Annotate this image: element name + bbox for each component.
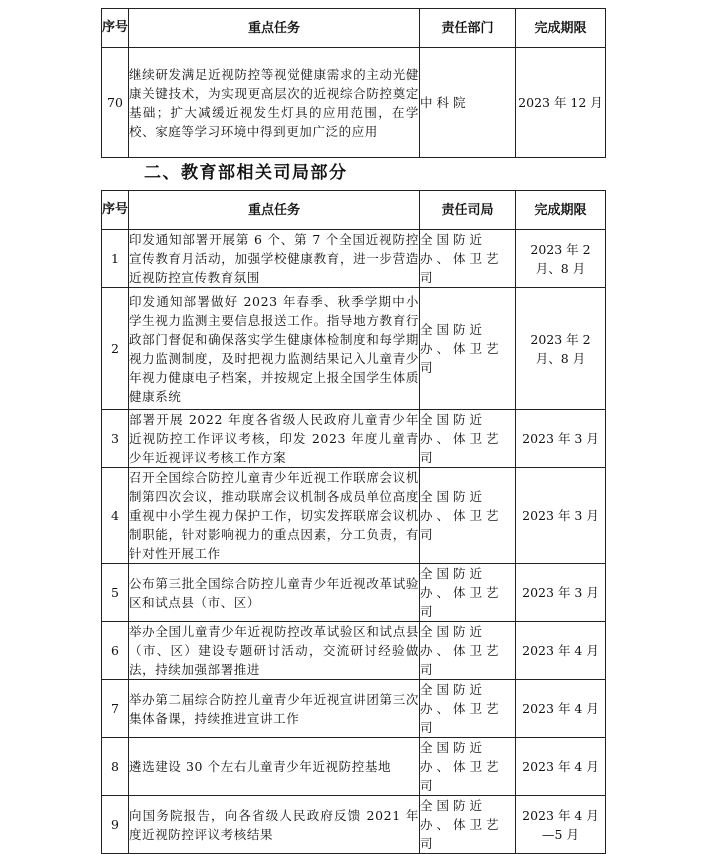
header-task: 重点任务	[129, 9, 420, 48]
row-no: 4	[102, 468, 129, 564]
task-table-1	[101, 8, 606, 158]
row-dept: 全国防近办、体卫艺司	[420, 288, 516, 410]
table-row	[102, 622, 606, 680]
header-dept: 责任部门	[420, 9, 516, 48]
row-deadline: 2023 年 12 月	[516, 48, 606, 158]
row-dept: 全国防近办、体卫艺司	[420, 680, 516, 738]
row-no: 6	[102, 622, 129, 680]
row-no: 9	[102, 796, 129, 854]
row-task: 部署开展 2022 年度各省级人民政府儿童青少年近视防控工作评议考核，印发 2023 年度儿童青少年近视评议考核工作方案	[129, 410, 420, 468]
row-dept: 中科院	[420, 48, 516, 158]
row-dept: 全国防近办、体卫艺司	[420, 738, 516, 796]
header-no: 序号	[102, 9, 129, 48]
row-deadline: 2023 年 2 月、8 月	[516, 230, 606, 288]
row-task: 公布第三批全国综合防控儿童青少年近视改革试验区和试点县（市、区）	[129, 564, 420, 622]
row-no: 8	[102, 738, 129, 796]
header-no: 序号	[102, 191, 129, 230]
row-deadline: 2023 年 4 月	[516, 738, 606, 796]
row-dept: 全国防近办、体卫艺司	[420, 622, 516, 680]
row-deadline: 2023 年 3 月	[516, 410, 606, 468]
row-no: 2	[102, 288, 129, 410]
task-table-2	[101, 190, 606, 854]
table-row	[102, 410, 606, 468]
table-row	[102, 230, 606, 288]
table-header-row	[102, 191, 606, 230]
table-row	[102, 796, 606, 854]
row-no: 1	[102, 230, 129, 288]
header-deadline: 完成期限	[516, 191, 606, 230]
table-row	[102, 680, 606, 738]
row-deadline: 2023 年 4 月	[516, 680, 606, 738]
table-row	[102, 564, 606, 622]
table-row	[102, 738, 606, 796]
row-task: 遴选建设 30 个左右儿童青少年近视防控基地	[129, 738, 420, 796]
header-dept: 责任司局	[420, 191, 516, 230]
row-dept: 全国防近办、体卫艺司	[420, 564, 516, 622]
row-deadline: 2023 年 4 月—5 月	[516, 796, 606, 854]
table-header-row	[102, 9, 606, 48]
row-dept: 全国防近办、体卫艺司	[420, 468, 516, 564]
row-task: 召开全国综合防控儿童青少年近视工作联席会议机制第四次会议，推动联席会议机制各成员单位高度重视中小学生视力保护工作，切实发挥联席会议机制职能，针对影响视力的重点因素，分工负责，有针对性开展工作	[129, 468, 420, 564]
row-deadline: 2023 年 2 月、8 月	[516, 288, 606, 410]
header-deadline: 完成期限	[516, 9, 606, 48]
row-task: 举办全国儿童青少年近视防控改革试验区和试点县（市、区）建设专题研讨活动，交流研讨经验做法，持续加强部署推进	[129, 622, 420, 680]
section-heading: 二、教育部相关司局部分	[144, 163, 348, 183]
row-no: 7	[102, 680, 129, 738]
row-task: 继续研发满足近视防控等视觉健康需求的主动光健康关键技术，为实现更高层次的近视综合防控奠定基础；扩大减缓近视发生灯具的应用范围，在学校、家庭等学习环境中得到更加广泛的应用	[129, 48, 420, 158]
table-row	[102, 48, 606, 158]
table-row	[102, 288, 606, 410]
row-task: 印发通知部署做好 2023 年春季、秋季学期中小学生视力监测主要信息报送工作。指导地方教育行政部门督促和确保落实学生健康体检制度和每学期视力监测制度，及时把视力监测结果记入儿童青少年视力健康电子档案，并按规定上报全国学生体质健康系统	[129, 288, 420, 410]
row-dept: 全国防近办、体卫艺司	[420, 230, 516, 288]
row-no: 3	[102, 410, 129, 468]
row-deadline: 2023 年 3 月	[516, 564, 606, 622]
row-dept: 全国防近办、体卫艺司	[420, 410, 516, 468]
row-task: 印发通知部署开展第 6 个、第 7 个全国近视防控宣传教育月活动，加强学校健康教育，进一步营造近视防控宣传教育氛围	[129, 230, 420, 288]
row-deadline: 2023 年 4 月	[516, 622, 606, 680]
row-no: 70	[102, 48, 129, 158]
row-task: 向国务院报告，向各省级人民政府反馈 2021 年度近视防控评议考核结果	[129, 796, 420, 854]
table-row	[102, 468, 606, 564]
row-deadline: 2023 年 3 月	[516, 468, 606, 564]
row-no: 5	[102, 564, 129, 622]
row-task: 举办第二届综合防控儿童青少年近视宣讲团第三次集体备课，持续推进宣讲工作	[129, 680, 420, 738]
header-task: 重点任务	[129, 191, 420, 230]
row-dept: 全国防近办、体卫艺司	[420, 796, 516, 854]
